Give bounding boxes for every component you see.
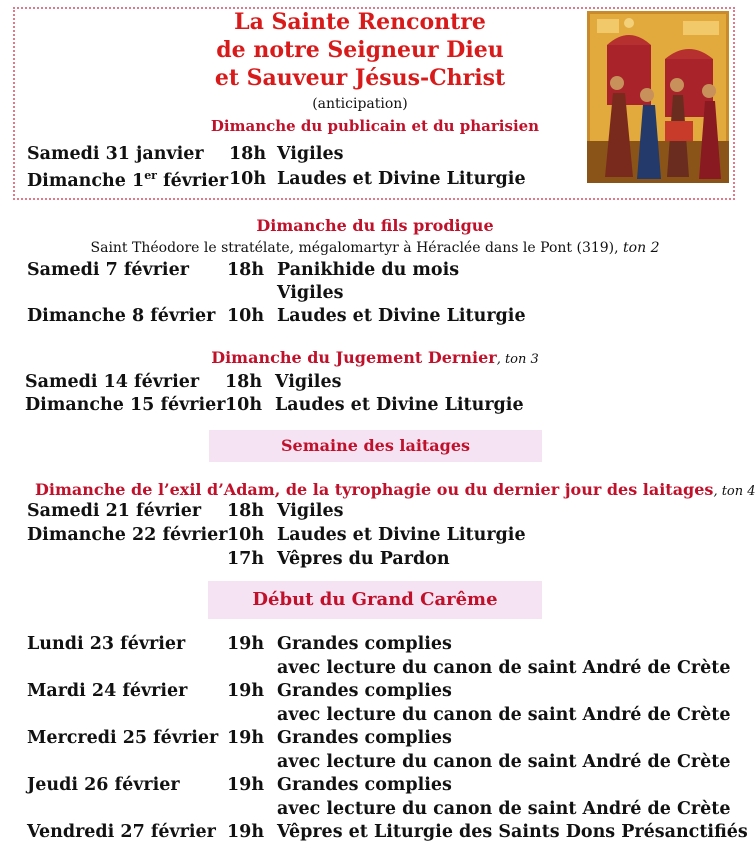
banner-semaine-laitages: Semaine des laitages [209, 430, 542, 462]
banner-grand-careme: Début du Grand Carême [208, 581, 542, 619]
section-header-exil-adam: Dimanche de l’exil d’Adam, de la tyrophagie ou du dernier jour des laitages, ton 4 [35, 480, 756, 499]
day: Samedi 31 janvier [27, 144, 204, 164]
section-header-fils-prodigue: Dimanche du fils prodigue [256, 216, 494, 235]
saint-note: Saint Théodore le stratélate, mégalomartyr à Héraclée dans le Pont (319), ton 2 [90, 240, 660, 256]
feast-title-line1: La Sainte Rencontre [234, 9, 486, 35]
section-header-jugement: Dimanche du Jugement Dernier, ton 3 [211, 348, 539, 367]
feast-title [150, 8, 570, 92]
service: Vigiles [277, 144, 344, 164]
service: Laudes et Divine Liturgie [277, 169, 526, 189]
feast-subtitle: Dimanche du publicain et du pharisien [210, 117, 540, 135]
feast-title-line2: de notre Seigneur Dieu [216, 37, 504, 63]
day: Dimanche 1er février [27, 169, 229, 191]
presentation-icon [587, 11, 729, 183]
anticipation-note: (anticipation) [312, 96, 408, 112]
time: 10h [229, 169, 267, 189]
feast-title-line3: et Sauveur Jésus-Christ [214, 65, 506, 91]
time: 18h [229, 144, 267, 164]
